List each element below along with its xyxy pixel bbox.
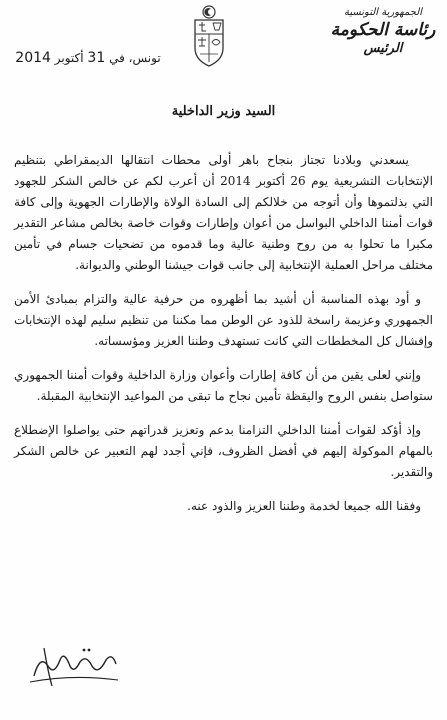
body-paragraph-4: وإذ أؤكد لقوات أمننا الداخلي التزامنا بدعم وتعزيز قدراتهم حتى يواصلوا الإضطلاع بالمهام الموكولة إليهم في أفضل الظروف، فإني أجدد لهم التعبير عن خالص الشكر والتقدير.: [14, 423, 433, 479]
body-paragraph-3: وإنني لعلى يقين من أن كافة إطارات وأعوان وزارة الداخلية وقوات أمننا الجمهوري ستواصل بنفس الروح واليقظة تأمين نجاح ما تبقى من المواعيد الإنتخابية المقبلة.: [14, 368, 433, 403]
date-month: أكتوبر: [54, 51, 84, 65]
letterhead-title: الرئيس: [363, 41, 403, 56]
tunisia-coat-of-arms-icon: [190, 4, 228, 70]
date-prefix: تونس، في: [109, 51, 161, 65]
body-paragraph-1: يسعدني وبلادنا تجتاز بنجاح باهر أولى محطات انتقالها الديمقراطي بتنظيم الإنتخابات التشريعية يوم 26 أكتوبر 2014 أن أعرب لكم عن خالص الشكر للجهود التي بذلتموها وأن أتوجه من خلالكم إلى السادة الولاة والإطارات الجهوية وإلى كافة قوات أمننا الداخلي البواسل من أعوان وإطارات وقوات خاصة بخالص مشاعر التقدير مكبرا ما تحلوا به من روح وطنية عالية وما قدموه من تضحيات جسام في تأمين مختلف مراحل العملية الإنتخابية إلى جانب قوات جيشنا الوطني والديوانة.: [14, 153, 433, 272]
body-paragraph-5: وفقنا الله جميعا لخدمة وطننا العزيز والذود عنه.: [187, 499, 421, 513]
date-day: 31: [87, 50, 106, 66]
letter-date: [8, 50, 168, 66]
letter-body: [14, 150, 433, 530]
date-year: 2014: [15, 50, 51, 66]
letterhead-government: رئاسة الحكومة: [330, 20, 436, 40]
addressee-heading: السيد وزير الداخلية: [171, 104, 276, 119]
letterhead-republic: الجمهورية التونسية: [343, 7, 423, 18]
handwritten-signature: [26, 636, 122, 696]
letterhead: [327, 4, 439, 56]
body-paragraph-2: و أود بهذه المناسبة أن أشيد بما أظهروه من حرفية عالية والتزام بمبادئ الأمن الجمهوري وعزيمة راسخة للذود عن الوطن مما مكننا من تنظيم سليم لهذه الإنتخابات وإفشال كل المخططات التي كانت تستهدف وطننا العزيز ومؤسساته.: [14, 292, 433, 348]
